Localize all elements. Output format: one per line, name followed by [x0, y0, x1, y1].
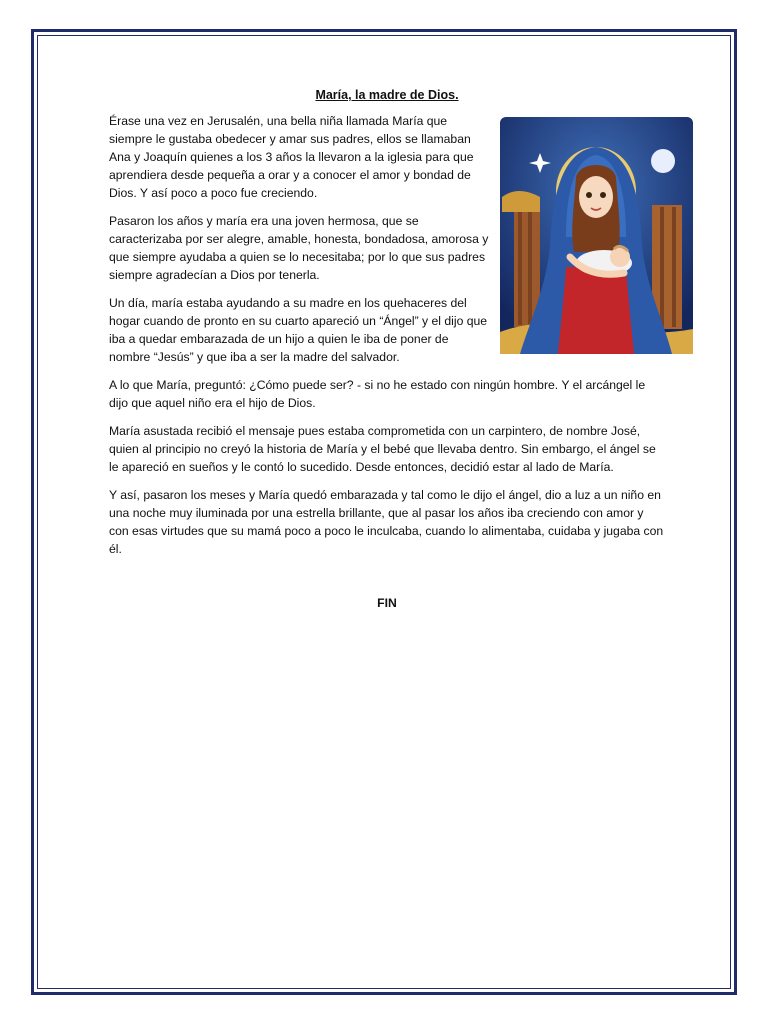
paragraph-4: A lo que María, preguntó: ¿Cómo puede ser? - si no he estado con ningún hombre. Y el arcángel le dijo que aquel niño era el hijo de Dios. — [109, 378, 646, 410]
paragraph-2: Pasaron los años y maría era una joven hermosa, que se caracterizaba por ser alegre, amable, honesta, bondadosa, amorosa y que siempre ayudaba a quien se lo necesitaba; por lo que sus padres siempre agradecían a Dios por tenerla. — [109, 214, 489, 282]
paragraph-5: María asustada recibió el mensaje pues estaba comprometida con un carpintero, de nombre José, quien al principio no creyó la historia de María y el bebé que llevaba dentro. Sin embargo, el ángel se le apareció en sueños y le contó lo sucedido. Desde entonces, decidió estar al lado de María. — [109, 424, 656, 474]
document-title: María, la madre de Dios. — [315, 88, 459, 102]
moon-icon — [651, 149, 675, 173]
paragraph-3: Un día, maría estaba ayudando a su madre en los quehaceres del hogar cuando de pronto en su cuarto apareció un “Ángel” y el dijo que iba a quedar embarazada de un hijo a quien le iba de poner de nombre “Jesús” y que iba a ser la madre del salvador. — [109, 296, 488, 364]
paragraph-6: Y así, pasaron los meses y María quedó embarazada y tal como le dijo el ángel, dio a luz a un niño en una noche muy iluminada por una estrella brillante, que al pasar los años iba creciendo con amor y con esas virtudes que su mamá poco a poco le inculcaba, cuando lo alimentaba, cuidaba y jugaba con él. — [109, 488, 664, 556]
ending-text: FIN — [377, 596, 397, 610]
red-dress — [558, 267, 634, 354]
mary-with-baby-illustration — [500, 117, 693, 354]
paragraph-1: Érase una vez en Jerusalén, una bella niña llamada María que siempre le gustaba obedecer y amar sus padres, ellos se llamaban Ana y Joaquín quienes a los 3 años la llevaron a la iglesia para que aprendiera desde pequeña a orar y a conocer el amor y bondad de Dios. Y así poco a poco fue creciendo. — [109, 114, 474, 200]
face — [579, 176, 613, 218]
